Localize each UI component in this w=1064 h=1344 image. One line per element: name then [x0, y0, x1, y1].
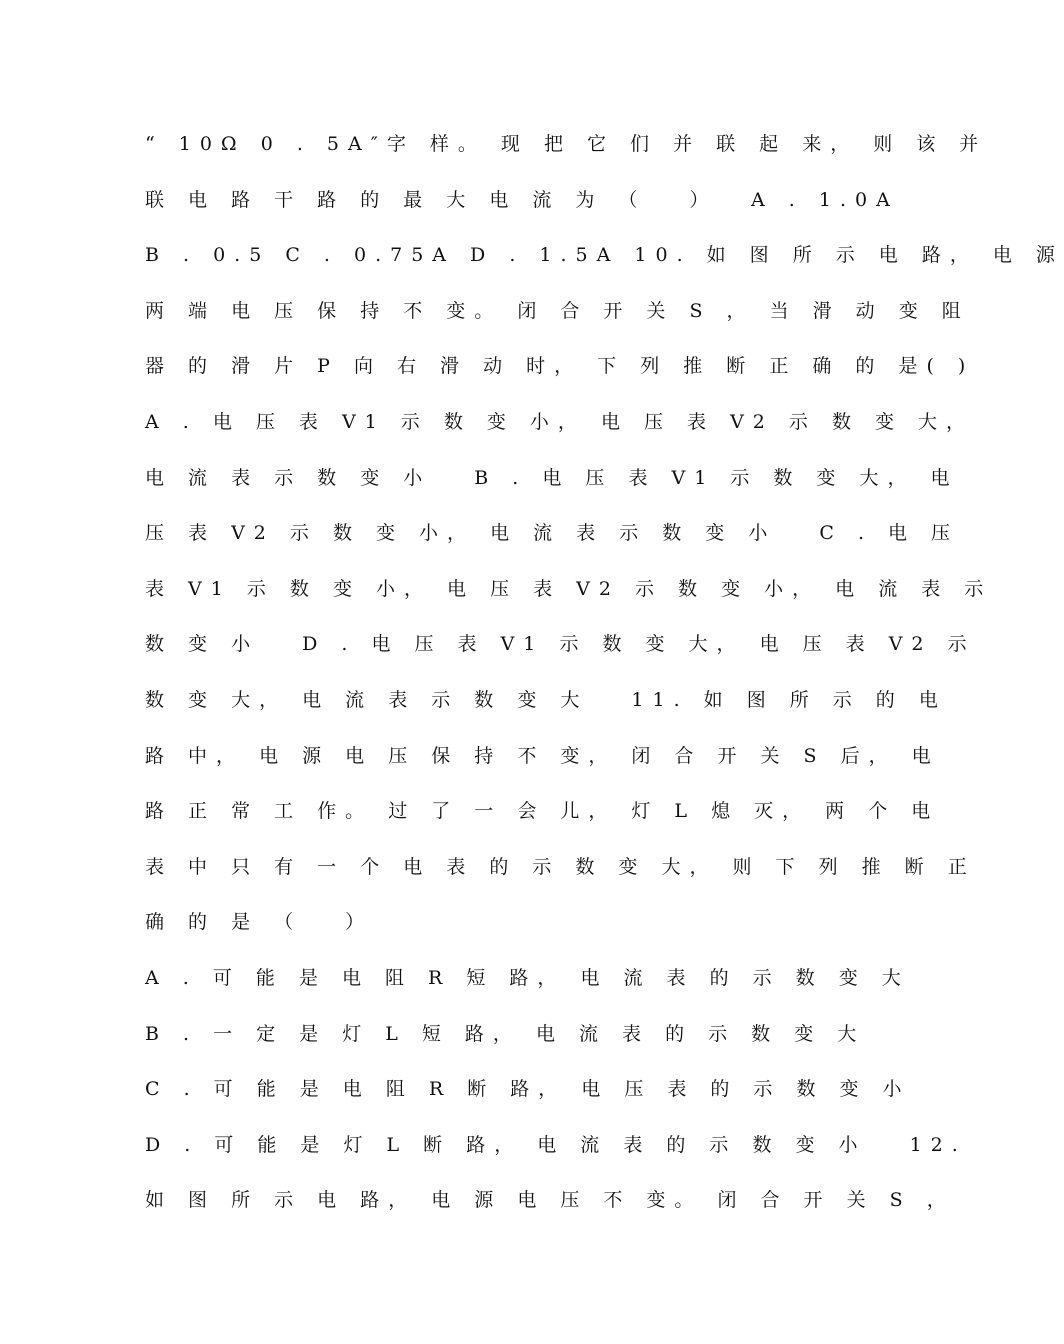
- text-line: 路 中， 电 源 电 压 保 持 不 变， 闭 合 开 关 S 后， 电: [145, 744, 940, 767]
- text-line: B . 一 定 是 灯 L 短 路， 电 流 表 的 示 数 变 大: [145, 1022, 866, 1045]
- text-line: 表 V1 示 数 变 小， 电 压 表 V2 示 数 变 小， 电 流 表 示: [145, 577, 993, 600]
- text-line: 数 变 小 D . 电 压 表 V1 示 数 变 大， 电 压 表 V2 示: [145, 633, 976, 656]
- text-line: 两 端 电 压 保 持 不 变。 闭 合 开 关 S ， 当 滑 动 变 阻: [145, 299, 970, 322]
- document-text: [145, 117, 1064, 1229]
- text-line: 压 表 V2 示 数 变 小， 电 流 表 示 数 变 小 C . 电 压: [145, 522, 960, 545]
- text-line: “ 10Ω 0 . 5A″字 样。 现 把 它 们 并 联 起 来， 则 该 并: [145, 133, 988, 155]
- text-line: A . 可 能 是 电 阻 R 短 路， 电 流 表 的 示 数 变 大: [145, 966, 910, 989]
- text-line: 如 图 所 示 电 路， 电 源 电 压 不 变。 闭 合 开 关 S ，: [145, 1189, 955, 1212]
- text-line: 数 变 大， 电 流 表 示 数 变 大 11. 如 图 所 示 的 电: [145, 688, 947, 711]
- text-line: D . 可 能 是 灯 L 断 路， 电 流 表 的 示 数 变 小 12.: [145, 1133, 967, 1156]
- text-line: 路 正 常 工 作。 过 了 一 会 儿， 灯 L 熄 灭， 两 个 电: [145, 800, 940, 823]
- text-line: B . 0.5 C . 0.75A D . 1.5A 10. 如 图 所 示 电 路， 电 源: [145, 244, 1064, 267]
- text-line: 确 的 是 （ ）: [145, 911, 374, 934]
- text-line: C . 可 能 是 电 阻 R 断 路， 电 压 表 的 示 数 变 小: [145, 1078, 911, 1101]
- text-line: 器 的 滑 片 P 向 右 滑 动 时， 下 列 推 断 正 确 的 是( ): [145, 355, 975, 378]
- text-line: A . 电 压 表 V1 示 数 变 小， 电 压 表 V2 示 数 变 大，: [145, 410, 975, 433]
- text-line: 表 中 只 有 一 个 电 表 的 示 数 变 大， 则 下 列 推 断 正: [145, 855, 976, 878]
- text-line: 联 电 路 干 路 的 最 大 电 流 为 （ ） A . 1.0A: [145, 188, 899, 211]
- text-line: 电 流 表 示 数 变 小 B . 电 压 表 V1 示 数 变 大， 电: [145, 466, 959, 489]
